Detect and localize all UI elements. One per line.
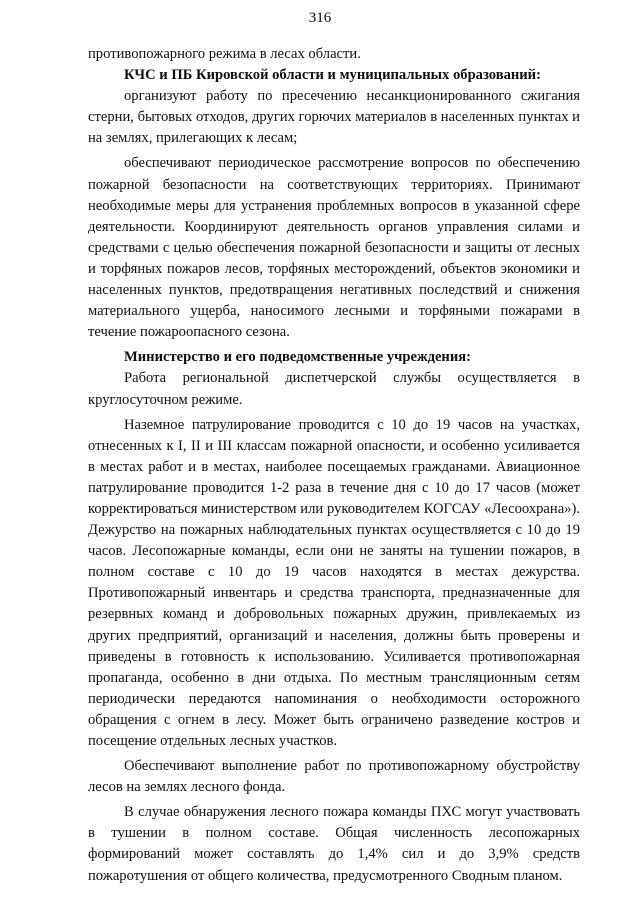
page-number: 316 — [308, 10, 332, 26]
paragraph-ministry-1: Работа региональной диспетчерской службы осуществляется в круглосуточном режиме. — [88, 370, 580, 408]
paragraph-ministry-2: Наземное патрулирование проводится с 10 до 19 часов на участках, отнесенных к I, II и III классам пожарной опасности, и особенно усиливается в местах работ и в местах, наиболее посещаемых гражданами. Авиационное патрулирование проводится 1-2 раза в течение дня с 10 до 17 часов (может корректироваться министерством или руководителем КОГСАУ «Лесоохрана»). Дежурство на пожарных наблюдательных пунктах осуществляется с 10 до 19 часов. Лесопожарные команды, если они не заняты на тушении пожаров, в полном составе с 10 до 19 часов находятся в местах дежурства. Противопожарный инвентарь и средства транспорта, предназначенные для резервных команд и добровольных пожарных дружин, привлекаемых из других предприятий, организаций и населения, должны быть проверены и приведены в готовность к использованию. Усиливается противопожарная пропаганда, особенно в дни отдыха. По местным трансляционным сетям периодически передаются напоминания о необходимости осторожного обращения с огнем в лесу. Может быть ограничено разведение костров и посещение отдельных лесных участков. — [88, 416, 580, 749]
section-heading-kchs: КЧС и ПБ Кировской области и муниципальных образований: — [124, 67, 541, 84]
paragraph-kchs-1: организуют работу по пресечению несанкционированного сжигания стерни, бытовых отходов, других горючих материалов в населенных пунктах и на землях, прилегающих к лесам; — [88, 88, 580, 147]
section-heading-ministry: Министерство и его подведомственные учреждения: — [124, 349, 472, 366]
paragraph-kchs-2: обеспечивают периодическое рассмотрение вопросов по обеспечению пожарной безопасности на соответствующих территориях. Принимают необходимые меры для устранения проблемных вопросов в указанной сфере деятельности. Координируют деятельность органов управления силами и средствами с целью обеспечения пожарной безопасности и защиты от лесных и торфяных пожаров лесов, торфяных месторождений, объектов экономики и населенных пунктов, предотвращения негативных последствий и снижения материального ущерба, наносимого лесными и торфяными пожарами в течение пожароопасного сезона. — [88, 155, 580, 341]
paragraph-intro: противопожарного режима в лесах области. — [88, 46, 361, 62]
paragraph-ministry-3: Обеспечивают выполнение работ по противопожарному обустройству лесов на землях лесного фонда. — [88, 758, 580, 796]
document-body — [88, 44, 580, 887]
paragraph-ministry-4: В случае обнаружения лесного пожара команды ПХС могут участвовать в тушении в полном составе. Общая численность лесопожарных формирований может составлять до 1,4% сил и до 3,9% средств пожаротушения от общего количества, предусмотренного Сводным планом. — [88, 804, 580, 884]
